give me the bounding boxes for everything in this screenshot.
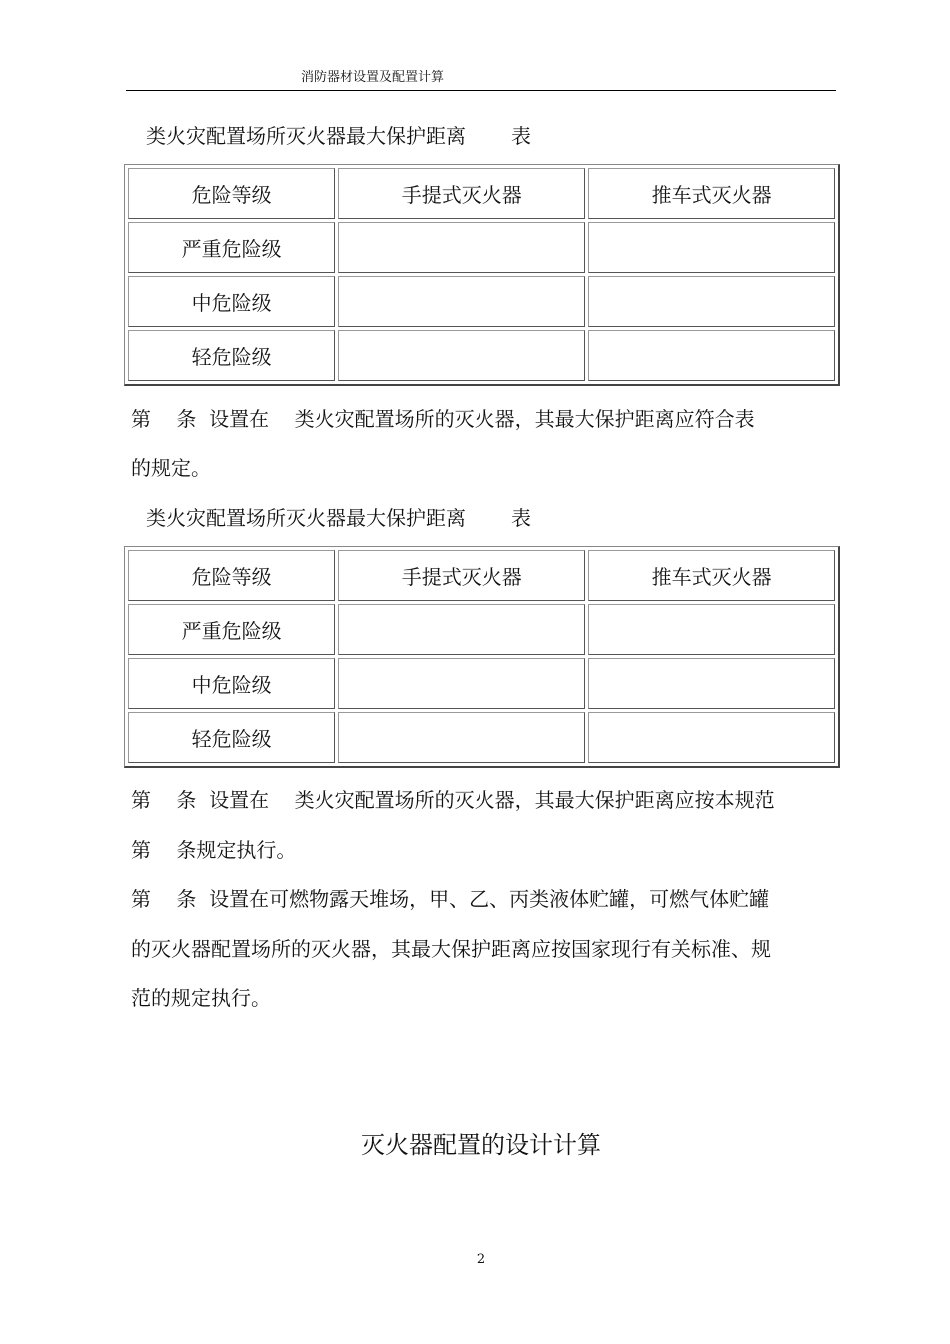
table-caption — [146, 122, 531, 150]
table-row — [128, 712, 835, 763]
table-caption — [146, 504, 531, 532]
header-cell-hazard-level: 危险等级 — [128, 168, 335, 219]
paragraph-line: 第 条 设置在可燃物露天堆场，甲、乙、丙类液体贮罐，可燃气体贮罐 — [131, 887, 770, 911]
paragraph-line: 第 条规定执行。 — [131, 838, 297, 862]
header-cell-wheeled: 推车式灭火器 — [588, 550, 835, 601]
protection-distance-table-2 — [124, 546, 840, 768]
table-header-row — [128, 168, 835, 219]
table-cell: 中危险级 — [128, 276, 335, 327]
table-caption-text: 类火灾配置场所灭火器最大保护距离 — [146, 506, 466, 530]
table-cell — [588, 604, 835, 655]
table-cell — [338, 712, 585, 763]
page-number: 2 — [476, 1252, 486, 1267]
table-cell: 轻危险级 — [128, 330, 335, 381]
table-row — [128, 222, 835, 273]
table-header-row — [128, 550, 835, 601]
paragraph-line: 范的规定执行。 — [131, 986, 271, 1010]
running-header — [126, 70, 836, 91]
table-cell: 严重危险级 — [128, 604, 335, 655]
paragraph-line: 的灭火器配置场所的灭火器，其最大保护距离应按国家现行有关标准、规 — [131, 937, 771, 961]
paragraph-line: 第 条 设置在 类火灾配置场所的灭火器，其最大保护距离应按本规范 — [131, 788, 775, 812]
clause-paragraph-cont — [131, 454, 836, 482]
table-cell: 轻危险级 — [128, 712, 335, 763]
table-cell — [338, 222, 585, 273]
running-title: 消防器材设置及配置计算 — [301, 70, 445, 85]
table-cell: 中危险级 — [128, 658, 335, 709]
clause-paragraph — [131, 885, 836, 913]
table-row — [128, 330, 835, 381]
clause-paragraph — [131, 786, 836, 814]
table-cell — [338, 330, 585, 381]
table-cell — [338, 276, 585, 327]
table-cell — [338, 604, 585, 655]
table-cell — [588, 276, 835, 327]
protection-distance-table-1 — [124, 164, 840, 386]
table-row — [128, 604, 835, 655]
table-cell — [588, 712, 835, 763]
table-cell — [588, 330, 835, 381]
table-caption-suffix: 表 — [511, 124, 531, 148]
paragraph-line: 的规定。 — [131, 456, 211, 480]
header-cell-wheeled: 推车式灭火器 — [588, 168, 835, 219]
table-cell: 严重危险级 — [128, 222, 335, 273]
header-cell-portable: 手提式灭火器 — [338, 550, 585, 601]
table-caption-suffix: 表 — [511, 506, 531, 530]
table-row — [128, 658, 835, 709]
section-title: 灭火器配置的设计计算 — [361, 1131, 601, 1159]
clause-paragraph — [131, 405, 836, 433]
header-cell-portable: 手提式灭火器 — [338, 168, 585, 219]
table-cell — [338, 658, 585, 709]
clause-paragraph-cont — [131, 935, 836, 963]
table-caption-text: 类火灾配置场所灭火器最大保护距离 — [146, 124, 466, 148]
table-cell — [588, 658, 835, 709]
table-cell — [588, 222, 835, 273]
table-row — [128, 276, 835, 327]
header-cell-hazard-level: 危险等级 — [128, 550, 335, 601]
paragraph-line: 第 条 设置在 类火灾配置场所的灭火器，其最大保护距离应符合表 — [131, 407, 755, 431]
clause-paragraph-cont — [131, 984, 836, 1012]
clause-paragraph-cont — [131, 836, 836, 864]
